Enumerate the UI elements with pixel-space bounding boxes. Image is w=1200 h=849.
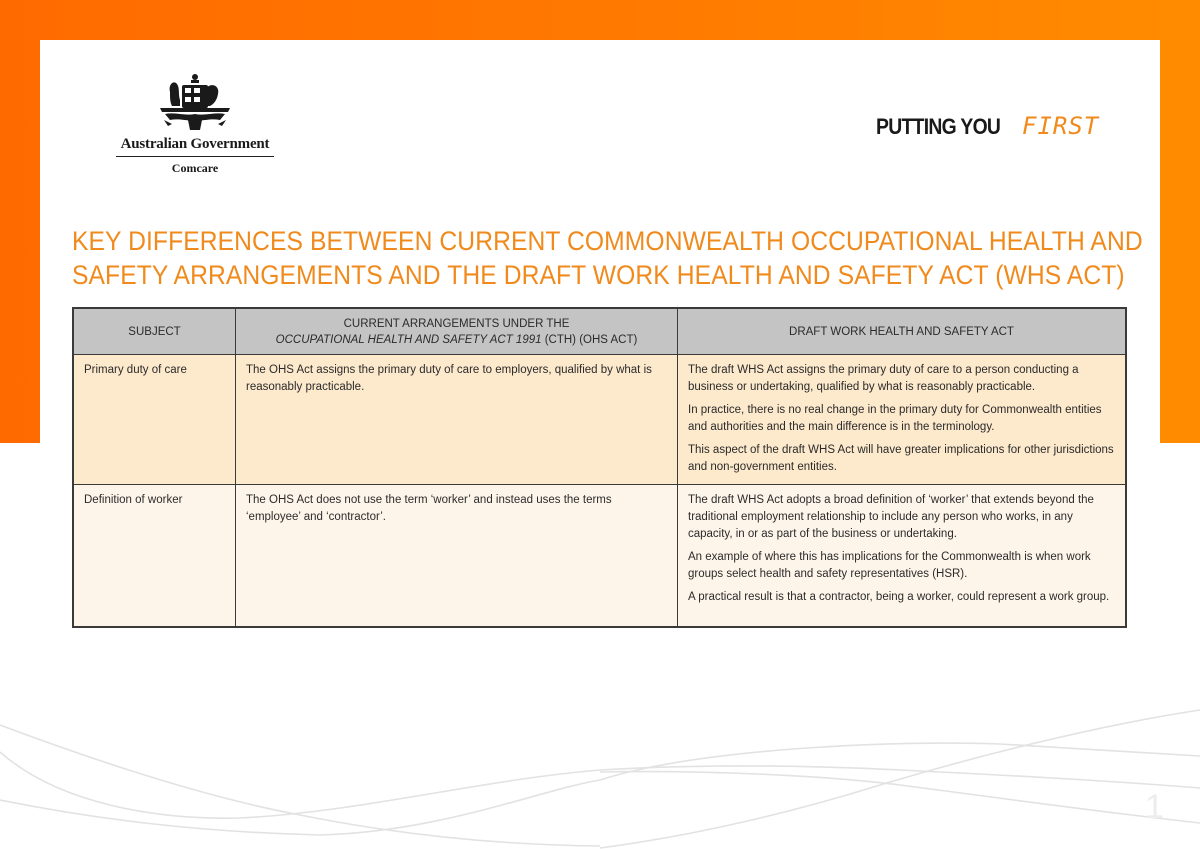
cell-paragraph: The draft WHS Act adopts a broad definition of ‘worker’ that extends beyond the traditional employment relationship to include any person who works, in any capacity, in or as part of the business or undertaking. bbox=[688, 494, 1094, 540]
cell-paragraph: The OHS Act does not use the term ‘worker’ and instead uses the terms ‘employee’ and ‘contractor’. bbox=[246, 494, 612, 523]
logo-divider bbox=[116, 156, 274, 157]
header-current-act-suffix: (CTH) (OHS ACT) bbox=[541, 333, 638, 346]
page-title-line-2: SAFETY ARRANGEMENTS AND THE DRAFT WORK HEALTH AND SAFETY ACT (WHS ACT) bbox=[72, 260, 1125, 290]
decorative-waves bbox=[0, 680, 1200, 849]
cell-subject: Primary duty of care bbox=[73, 355, 236, 485]
tagline bbox=[876, 112, 1100, 140]
page-title-line-1: KEY DIFFERENCES BETWEEN CURRENT COMMONWEALTH OCCUPATIONAL HEALTH AND bbox=[72, 226, 1143, 256]
header-draft-whs-act: DRAFT WORK HEALTH AND SAFETY ACT bbox=[678, 308, 1127, 355]
government-name: Australian Government bbox=[120, 136, 270, 152]
page-number: 1 bbox=[1145, 788, 1164, 826]
tagline-main: PUTTING YOU bbox=[876, 114, 1001, 139]
cell-paragraph: An example of where this has implications for the Commonwealth is when work groups select health and safety representatives (HSR). bbox=[688, 551, 1091, 580]
cell-paragraph: The draft WHS Act assigns the primary duty of care to a person conducting a business or undertaking, qualified by what is reasonably practicable. bbox=[688, 364, 1079, 393]
tagline-accent: FIRST bbox=[1022, 112, 1100, 140]
page-title bbox=[72, 224, 1143, 292]
header-current-act-name: OCCUPATIONAL HEALTH AND SAFETY ACT 1991 bbox=[275, 333, 542, 346]
cell-draft bbox=[678, 355, 1127, 485]
header-subject: SUBJECT bbox=[73, 308, 236, 355]
table-header-row bbox=[73, 308, 1126, 355]
cell-paragraph: This aspect of the draft WHS Act will have greater implications for other jurisdictions and non-government entities. bbox=[688, 444, 1114, 473]
table-row bbox=[73, 485, 1126, 628]
header-current-arrangements bbox=[236, 308, 678, 355]
cell-paragraph: The OHS Act assigns the primary duty of care to employers, qualified by what is reasonably practicable. bbox=[246, 364, 652, 393]
australian-government-logo bbox=[110, 72, 280, 176]
table-row bbox=[73, 355, 1126, 485]
cell-current bbox=[236, 355, 678, 485]
header-current-line-1: CURRENT ARRANGEMENTS UNDER THE bbox=[343, 317, 570, 330]
cell-draft bbox=[678, 485, 1127, 628]
cell-current bbox=[236, 485, 678, 628]
cell-paragraph: In practice, there is no real change in the primary duty for Commonwealth entities and authorities and the main difference is in the terminology. bbox=[688, 404, 1102, 433]
comparison-table bbox=[72, 307, 1127, 628]
cell-subject: Definition of worker bbox=[73, 485, 236, 628]
agency-name: Comcare bbox=[171, 161, 219, 175]
cell-paragraph: A practical result is that a contractor, being a worker, could represent a work group. bbox=[688, 591, 1110, 603]
coat-of-arms-icon bbox=[150, 72, 240, 134]
